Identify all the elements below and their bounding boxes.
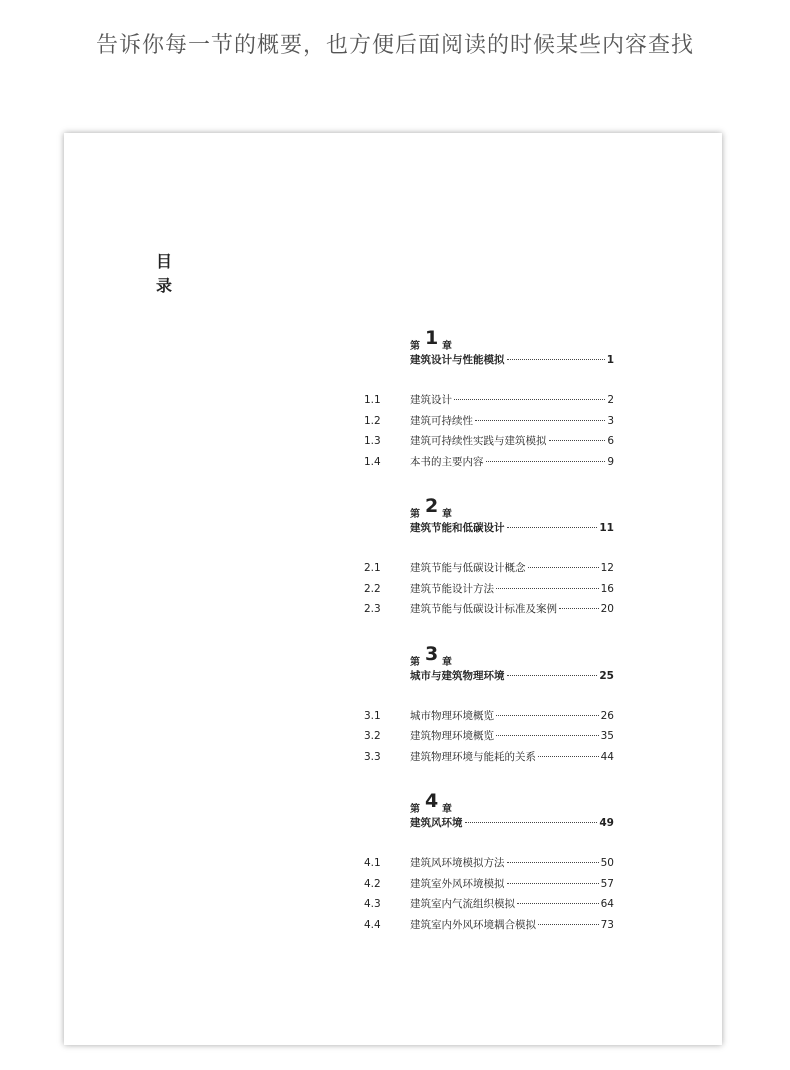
section-page: 73 (600, 918, 614, 931)
toc-entry[interactable] (364, 896, 614, 917)
spacer (364, 370, 614, 392)
section-page: 9 (607, 455, 614, 468)
section-number: 3.1 (364, 709, 381, 722)
dot-leader (549, 440, 606, 441)
chapter-number: 4 (425, 790, 439, 812)
section-page: 2 (607, 394, 614, 406)
section-title: 建筑物理环境概览 (410, 730, 494, 742)
chapter-heading (364, 327, 614, 352)
section-title: 建筑可持续性实践与建筑模拟 (410, 435, 547, 447)
chapter-title: 建筑设计与性能模拟 (410, 354, 505, 366)
dot-leader (528, 567, 599, 568)
section-fill (410, 413, 614, 428)
chapter-title-entry[interactable] (410, 815, 614, 833)
table-of-contents (364, 327, 614, 961)
section-fill (410, 917, 614, 932)
chapter-heading (364, 642, 614, 668)
chapter-block (364, 790, 614, 937)
spacer (364, 538, 614, 560)
chapter-block (364, 327, 614, 474)
chapter-suffix: 章 (442, 804, 452, 815)
chapter-title-entry[interactable] (410, 352, 614, 370)
dot-leader (507, 359, 605, 360)
chapter-prefix: 第 (410, 509, 420, 520)
section-title: 建筑室外风环境模拟 (410, 877, 505, 890)
chapter-suffix: 章 (442, 341, 452, 352)
section-page: 64 (600, 898, 614, 910)
section-title: 建筑节能设计方法 (410, 582, 494, 595)
toc-entry[interactable] (364, 560, 614, 581)
section-title: 建筑室内气流组织模拟 (410, 898, 515, 910)
section-number: 3.3 (364, 750, 381, 763)
section-fill (410, 896, 614, 911)
toc-entry[interactable] (364, 917, 614, 938)
dot-leader (507, 883, 599, 884)
section-fill (410, 454, 614, 469)
caption-text: 告诉你每一节的概要，也方便后面阅读的时候某些内容查找 (95, 33, 694, 58)
section-fill (410, 433, 614, 448)
chapter-page: 49 (599, 817, 614, 829)
section-number: 2.2 (364, 582, 381, 595)
chapter-page: 1 (606, 354, 614, 366)
chapter-title-entry[interactable] (410, 520, 614, 538)
section-fill (410, 392, 614, 407)
chapter-suffix: 章 (442, 509, 452, 520)
toc-entry[interactable] (364, 855, 614, 876)
dot-leader (517, 903, 599, 904)
section-fill (410, 601, 614, 616)
chapter-number: 1 (425, 327, 439, 349)
section-title: 建筑室内外风环境耦合模拟 (410, 918, 536, 931)
dot-leader (496, 735, 599, 736)
chapter-block (364, 642, 614, 770)
chapter-prefix: 第 (410, 341, 420, 352)
chapter-number: 3 (425, 642, 439, 665)
section-title: 建筑设计 (410, 394, 452, 406)
section-fill (410, 708, 614, 723)
toc-entry[interactable] (364, 876, 614, 897)
section-title: 城市物理环境概览 (410, 709, 494, 722)
section-page: 44 (600, 750, 614, 763)
section-page: 20 (600, 603, 614, 615)
section-title: 建筑风环境模拟方法 (410, 857, 505, 869)
dot-leader (538, 924, 599, 925)
chapter-title: 建筑节能和低碳设计 (410, 522, 505, 534)
toc-entry[interactable] (364, 413, 614, 434)
chapter-title: 建筑风环境 (410, 817, 463, 829)
toc-entry[interactable] (364, 433, 614, 454)
section-fill (410, 728, 614, 743)
spacer (364, 686, 614, 708)
dot-leader (507, 862, 599, 863)
toc-entry[interactable] (364, 454, 614, 475)
section-page: 16 (600, 582, 614, 595)
section-page: 12 (600, 562, 614, 574)
toc-entry[interactable] (364, 708, 614, 729)
toc-entry[interactable] (364, 728, 614, 749)
dot-leader (538, 756, 599, 757)
section-title: 建筑节能与低碳设计概念 (410, 562, 526, 574)
section-number: 1.1 (364, 394, 381, 406)
chapter-block (364, 495, 614, 622)
section-title: 建筑节能与低碳设计标准及案例 (410, 603, 557, 615)
dot-leader (559, 608, 599, 609)
section-fill (410, 855, 614, 870)
section-fill (410, 749, 614, 764)
section-page: 26 (600, 709, 614, 722)
chapter-prefix: 第 (410, 656, 420, 668)
section-page: 57 (600, 877, 614, 890)
section-page: 3 (607, 414, 614, 427)
toc-entry[interactable] (364, 392, 614, 413)
section-fill (410, 560, 614, 575)
dot-leader (496, 715, 599, 716)
chapter-title: 城市与建筑物理环境 (410, 669, 505, 682)
toc-entry[interactable] (364, 749, 614, 770)
section-number: 1.3 (364, 435, 381, 447)
dot-leader (454, 399, 605, 400)
toc-entry[interactable] (364, 581, 614, 602)
chapter-heading (364, 495, 614, 520)
chapter-heading (364, 790, 614, 815)
chapter-page: 25 (599, 669, 614, 682)
section-page: 50 (600, 857, 614, 869)
chapter-prefix: 第 (410, 804, 420, 815)
chapter-page: 11 (599, 522, 614, 534)
dot-leader (496, 588, 599, 589)
section-number: 4.1 (364, 857, 381, 869)
section-title: 建筑可持续性 (410, 414, 473, 427)
book-page (64, 133, 722, 1045)
chapter-suffix: 章 (442, 656, 452, 668)
dot-leader (475, 420, 605, 421)
dot-leader (507, 675, 598, 676)
toc-entry[interactable] (364, 601, 614, 622)
section-number: 2.1 (364, 562, 381, 574)
spacer (364, 833, 614, 855)
section-title: 本书的主要内容 (410, 455, 484, 468)
section-number: 2.3 (364, 603, 381, 615)
section-number: 4.4 (364, 918, 381, 931)
section-number: 1.2 (364, 414, 381, 427)
section-page: 6 (607, 435, 614, 447)
section-page: 35 (600, 730, 614, 742)
section-number: 1.4 (364, 455, 381, 468)
section-number: 4.3 (364, 898, 381, 910)
chapter-title-entry[interactable] (410, 668, 614, 686)
section-fill (410, 876, 614, 891)
toc-title: 目录 (156, 252, 173, 295)
chapter-number: 2 (425, 495, 439, 517)
section-number: 3.2 (364, 730, 381, 742)
dot-leader (465, 822, 598, 823)
dot-leader (507, 527, 598, 528)
dot-leader (486, 461, 606, 462)
section-title: 建筑物理环境与能耗的关系 (410, 750, 536, 763)
section-fill (410, 581, 614, 596)
section-number: 4.2 (364, 877, 381, 890)
